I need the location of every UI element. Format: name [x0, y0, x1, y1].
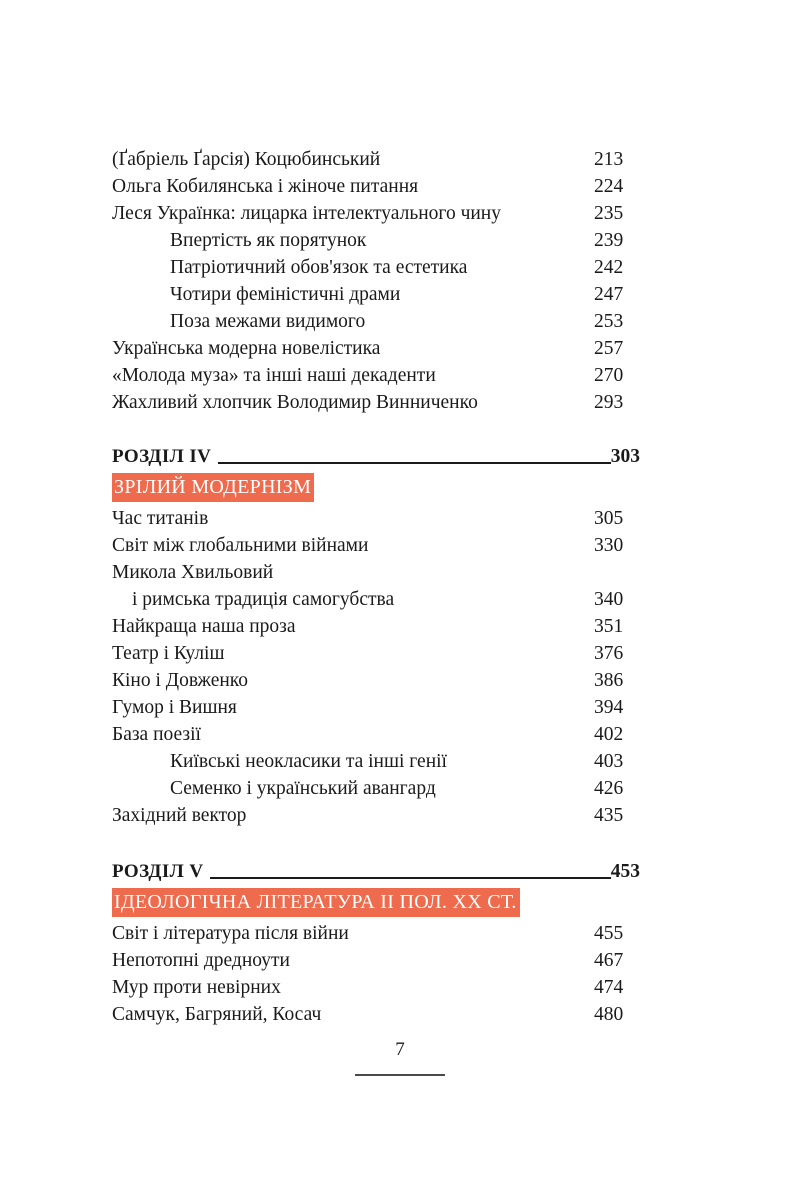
page-footer [0, 1038, 800, 1076]
toc-entry[interactable] [112, 281, 640, 308]
toc-entry-title: Семенко і український авангард [170, 778, 436, 799]
toc-entry[interactable] [112, 613, 640, 640]
toc-entry-page-number: 270 [594, 365, 624, 386]
toc-chapter-block [112, 859, 640, 1028]
toc-entry-page-number: 403 [594, 751, 624, 772]
toc-entry[interactable] [112, 532, 640, 559]
toc-entry-page-number: 467 [594, 950, 624, 971]
toc-entry-title: Час титанів [112, 508, 209, 529]
toc-entry[interactable] [112, 200, 640, 227]
toc-chapter-title: ІДЕОЛОГІЧНА ЛІТЕРАТУРА ІІ ПОЛ. ХХ СТ. [112, 888, 520, 917]
toc-entry-page-number: 455 [594, 923, 624, 944]
toc-entry[interactable] [112, 748, 640, 775]
toc-entry[interactable] [112, 775, 640, 802]
toc-entry[interactable] [112, 920, 640, 947]
toc-entry-title: Самчук, Багряний, Косач [112, 1004, 322, 1025]
toc-entry-page-number: 247 [594, 284, 624, 305]
toc-entry-title: Західний вектор [112, 805, 247, 826]
toc-chapter-title-wrap [112, 473, 640, 502]
toc-entry-title: Впертість як порятунок [170, 230, 367, 251]
toc-entry-page-number: 293 [594, 392, 624, 413]
toc-entry-page-number: 305 [594, 508, 624, 529]
toc-entry-title: Чотири феміністичні драми [170, 284, 401, 305]
toc-chapter-title-wrap [112, 888, 640, 917]
toc-entry-title: Київські неокласики та інші генії [170, 751, 447, 772]
toc-chapter-page-number: 303 [610, 446, 640, 467]
toc-entry-page-number: 351 [594, 616, 624, 637]
toc-entry-page-number: 224 [594, 176, 624, 197]
toc-entry[interactable] [112, 505, 640, 532]
toc-entry-page-number: 480 [594, 1004, 624, 1025]
toc-chapter-rule [210, 877, 610, 879]
toc-entry-title: Кіно і Довженко [112, 670, 249, 691]
toc-chapter-heading[interactable] [112, 859, 640, 887]
toc-chapter-title: ЗРІЛИЙ МОДЕРНІЗМ [112, 473, 314, 502]
toc-entry[interactable] [112, 586, 640, 613]
toc-leading-entries [112, 146, 640, 416]
toc-entry-page-number: 239 [594, 230, 624, 251]
toc-chapter-entries [112, 920, 640, 1028]
toc-chapter-rule [218, 462, 611, 464]
toc-entry-page-number: 340 [594, 589, 624, 610]
toc-entry-title: Гумор і Вишня [112, 697, 237, 718]
toc-entry[interactable] [112, 947, 640, 974]
toc-entry[interactable] [112, 802, 640, 829]
toc-entry-title: Світ між глобальними війнами [112, 535, 369, 556]
toc-entry-page-number: 213 [594, 149, 624, 170]
toc-chapter-label: РОЗДІЛ V [112, 861, 204, 882]
toc-entry-page-number: 253 [594, 311, 624, 332]
toc-entry[interactable] [112, 721, 640, 748]
toc-entry-page-number: 426 [594, 778, 624, 799]
toc-entry-title: (Ґабріель Ґарсія) Коцюбинський [112, 149, 381, 170]
toc-entry[interactable] [112, 389, 640, 416]
toc-entry-title: Найкраща наша проза [112, 616, 296, 637]
toc-chapter-page-number: 453 [610, 861, 640, 882]
toc-entry[interactable] [112, 694, 640, 721]
toc-entry-page-number: 394 [594, 697, 624, 718]
toc-chapter-entries [112, 505, 640, 829]
page-number: 7 [395, 1039, 405, 1060]
toc-chapter-block [112, 444, 640, 829]
toc-chapter-label: РОЗДІЛ IV [112, 446, 212, 467]
toc-entry-title: «Молода муза» та інші наші декаденти [112, 365, 436, 386]
toc-entry[interactable] [112, 308, 640, 335]
toc-entry[interactable] [112, 974, 640, 1001]
toc-chapters [112, 444, 640, 1028]
toc-entry-page-number: 257 [594, 338, 624, 359]
toc-entry-page-number: 235 [594, 203, 624, 224]
toc-entry-title: Ольга Кобилянська і жіноче питання [112, 176, 419, 197]
toc-entry-page-number: 474 [594, 977, 624, 998]
toc-entry-title: Непотопні дредноути [112, 950, 290, 971]
toc-entry[interactable] [112, 559, 640, 586]
toc-entry-page-number: 242 [594, 257, 624, 278]
toc-entry-page-number: 435 [594, 805, 624, 826]
toc-entry[interactable] [112, 362, 640, 389]
toc-entry-page-number: 330 [594, 535, 624, 556]
toc-entry-title: Мур проти невірних [112, 977, 281, 998]
toc-entry-title: Жахливий хлопчик Володимир Винниченко [112, 392, 478, 413]
footer-rule [355, 1074, 445, 1076]
toc-entry-page-number: 376 [594, 643, 624, 664]
toc-entry[interactable] [112, 146, 640, 173]
toc-entry[interactable] [112, 667, 640, 694]
toc-entry-title: Світ і література після війни [112, 923, 349, 944]
toc-body [112, 146, 640, 1028]
toc-entry-page-number: 402 [594, 724, 624, 745]
toc-entry-title: Театр і Куліш [112, 643, 225, 664]
toc-entry[interactable] [112, 335, 640, 362]
toc-entry-title: Микола Хвильовий [112, 562, 274, 583]
toc-entry-page-number: 386 [594, 670, 624, 691]
toc-entry-title: База поезії [112, 724, 201, 745]
toc-entry-title: Патріотичний обов'язок та естетика [170, 257, 468, 278]
toc-entry[interactable] [112, 1001, 640, 1028]
toc-chapter-heading[interactable] [112, 444, 640, 472]
toc-entry[interactable] [112, 227, 640, 254]
toc-entry[interactable] [112, 640, 640, 667]
toc-entry-title: Леся Українка: лицарка інтелектуального чину [112, 203, 501, 224]
toc-entry[interactable] [112, 254, 640, 281]
toc-entry-title: Українська модерна новелістика [112, 338, 381, 359]
toc-entry[interactable] [112, 173, 640, 200]
toc-entry-title: Поза межами видимого [170, 311, 366, 332]
toc-entry-title: і римська традиція самогубства [132, 589, 395, 610]
